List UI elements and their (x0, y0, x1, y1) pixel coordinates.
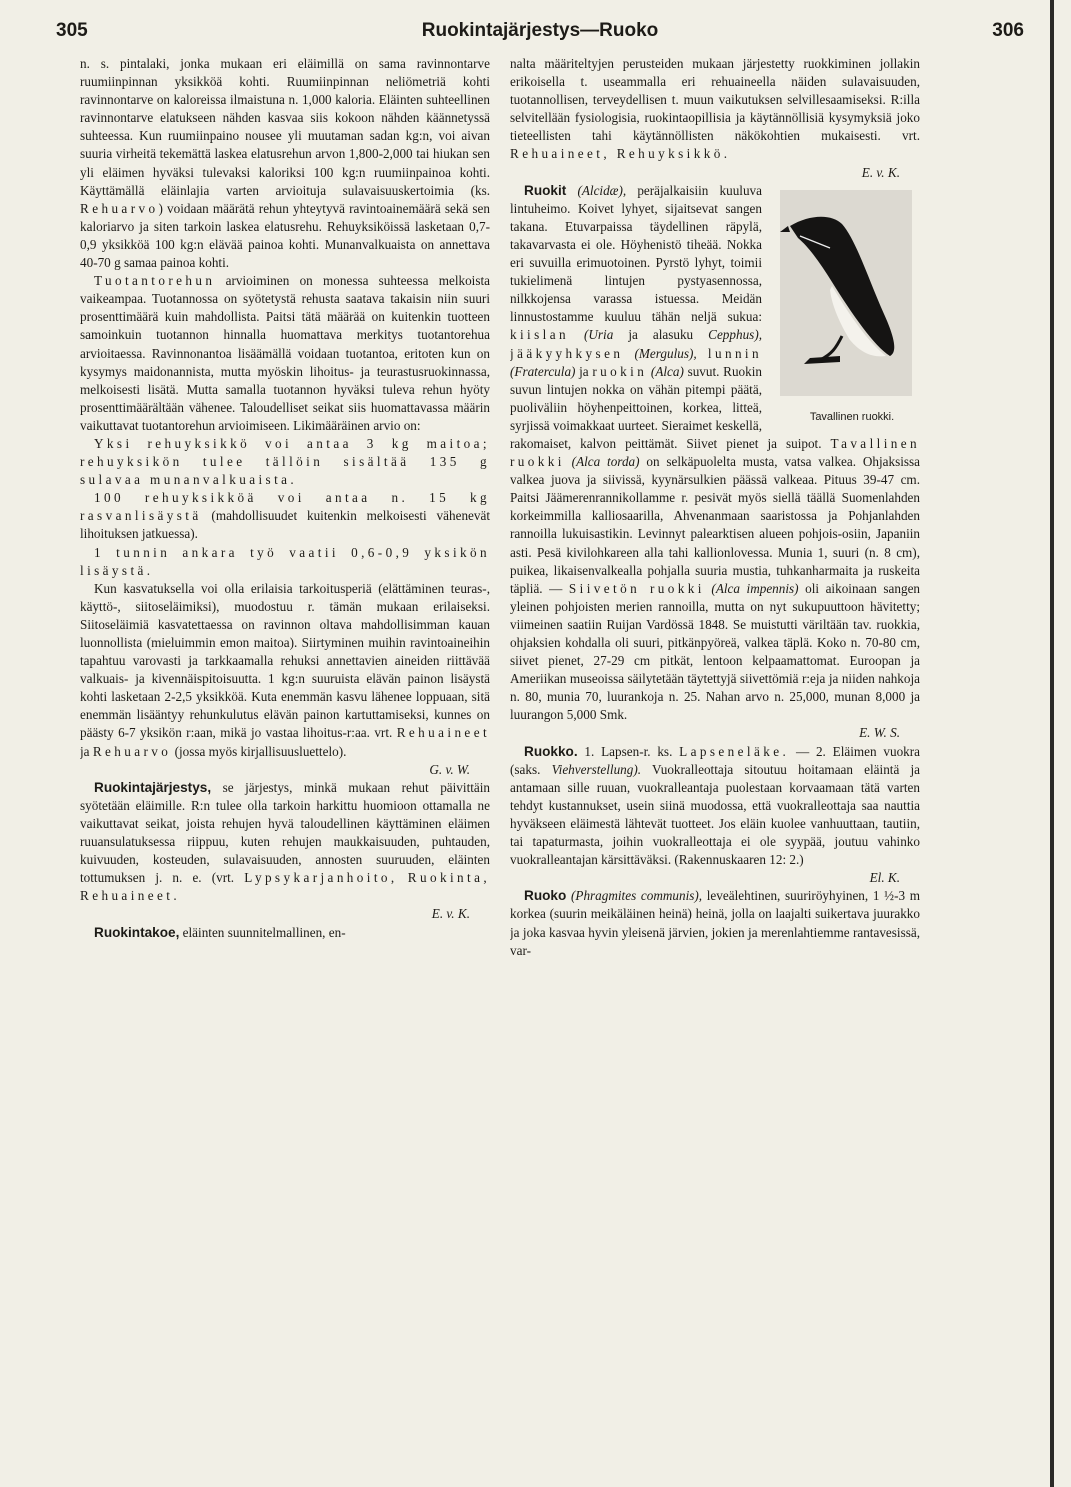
entry-ruoko: Ruoko (Phragmites communis), leveälehtinen, suuriröyhyinen, 1 ½-3 m korkea (suurin meikäläinen heinä) heinä, jolla on laajalti suikertava juurakko ja joka kasvaa hyvin yleisenä järvien, jokien ja merenlahtiemme rantavesissä, var- (510, 888, 920, 958)
right-column (510, 55, 920, 1475)
page-number-left: 305 (56, 20, 88, 41)
headword: Ruokko. (524, 743, 578, 759)
headword: Ruokit (524, 182, 567, 198)
signature: E. W. S. (859, 725, 900, 741)
paragraph: Yksi rehuyksikkö voi antaa 3 kg maitoa; rehuyksikön tulee tällöin sisältää 135 g sulavaa munanvalkuaista. (80, 435, 490, 488)
signature: El. K. (869, 870, 900, 886)
razorbill-illustration (770, 186, 920, 401)
page-header (56, 14, 1024, 44)
page-number-right: 306 (992, 20, 1024, 41)
signature: E. v. K. (431, 906, 470, 922)
paragraph: 100 rehuyksikköä voi antaa n. 15 kg rasvanlisäystä (mahdollisuudet kuitenkin melkoisesti vähenevät lihoituksen jatkuessa). (80, 490, 490, 542)
left-column (80, 55, 490, 1475)
headword: Ruokintakoe, (94, 924, 180, 940)
page-edge-rule (1050, 0, 1054, 1487)
entry-ruokintakoe: Ruokintakoe, eläinten suunnitelmallinen, en- (94, 924, 346, 940)
entry-ruokko: Ruokko. 1. Lapsen-r. ks. Lapseneläke. — 2. Eläimen vuokra (saks. Viehverstellung). Vuokralleottaja sitoutuu hoitamaan eläintä ja antamaan sille ruuan, vuokralleantaja puolestaan korvaamaan tätä varten tehdyt kustannukset, usein siinä muodossa, että vuokralleottaja saa nauttia hyväkseen eläimestä lähtevät tuotteet. Jos eläin kuolee vanhuuttaan, tautiin, tai tapaturmasta, joihin vuokralleottaja ei ole syypää, joutuu vahinko vuokralleantajan kärsittäväksi. (Rakennuskaaren 12: 2.) El. K. (510, 743, 920, 888)
entry-ruokit: Tavallinen ruokki. Ruokit (Alcidæ), peräjalkaisiin kuuluva lintuheimo. Koivet lyhyet, sijaitsevat sangen takana. Etuvarpaissa täydellinen räpylä, takavarvasta ei ole. Höyhenistö tiheää. Nokka eri suvuilla erimuotoinen. Pyrstö lyhyt, toimii tukielimenä lintujen pystyasennossa, nilkkojensa varassa istuessa. Meidän linnustostamme kuuluu tähän neljä sukua: kiislan (Uria ja alasuku Cepphus), jääkyyhkysen (Mergulus), lunnin (Fratercula) ja ruokin (Alca) suvut. Ruokin suvun lintujen nokka on vähän pitempi päätä, puoliväliin höyhenpeittoinen, korkea, litteä, syrjissä voimakkaat uurteet. Sieraimet keskellä, rakomaiset, kalvon peittämät. Siivet pienet ja suipot. Tavallinen ruokki (Alca torda) on selkäpuolelta musta, vatsa valkea. Ohjaksissa valkea juova ja siivissä, kyynärsulkien päässä valkeaa. Pituus 39-47 cm. Paitsi Jäämerenrannikollamme r. pesivät myös siellä täällä Suomenlahden korkeimmilla kalliosaarilla, Ahvenanmaan saaristossa ja Pohjanlahden rannoilla lukuisastikin. Levinnyt palearktisen alueen pohjois-osiin, Japaniin asti. Pesä kivilohkareen alla tahi kallionlovessa. Munia 1, suuri (n. 8 cm), puikea, likaisenvalkealla pohjalla suuria mustia, tuhkanharmaita ja ruskeita täpliä. — Siivetön ruokki (Alca impennis) oli aikoinaan sangen yleinen pohjoisten merien rannoilla, mutta on nyt sukupuuttoon hävitetty; viimeinen saatiin Ruijan Vardössä 1848. Se muistutti väriltään tav. ruokkia, ohjaksien kohdalla oli suuri, pitkänpyöreä, valkea täplä. Koko n. 70-80 cm, siivet pienet, 27-29 cm pitkät, lentoon kelpaamattomat. Euroopan ja Ameriikan museoissa säilytetään täytettyjä siivettömiä r:eja ja niiden nahkoja n. 80, munia 70, luurankoja n. 25. Nahan arvo n. 25,000, munan 8,000 ja luurangon 5,000 Smk. E. W. S. (510, 182, 920, 743)
figure-caption: Tavallinen ruokki. (809, 410, 895, 423)
running-title: Ruokintajärjestys—Ruoko (421, 20, 659, 41)
paragraph: nalta määriteltyjen perusteiden mukaan järjestetty ruokkiminen jollakin erikoisella t. useammalla eri rehuaineella näiden sulavaisuuden, tuotannollisen, terveydellisen t. muun vaikutuksen selvillesaamiseksi. R:illa selvitellään fysiologisia, ruokintaopillisia ja käytännöllisiä kysymyksiä joko tieteellisten tahi käytännöllisten näkökohtien mukaisesti. vrt. Rehuaineet, Rehuyksikkö. E. v. K. (510, 55, 920, 182)
paragraph: 1 tunnin ankara työ vaatii 0,6-0,9 yksikön lisäystä. (80, 544, 490, 578)
headword: Ruoko (524, 888, 567, 904)
paragraph: Kun kasvatuksella voi olla erilaisia tarkoitusperiä (elättäminen teuras-, käyttö-, siitoseläimiksi), muodostuu r. tämän mukaan erilaiseksi. Siitoseläimiä kasvatettaessa on ravinnon oltava mahdollisimman kauan luonnollista (mieluimmin emon maitoa). Siirtyminen muihin ravintoaineihin tapahtuu varovasti ja tarkkaamalla rehuksi annettavien aineiden riittävää valkuais- ja kivennäispitoisuutta. 1 kg:n suuruista elävän painon lisäystä kohti lasketaan 2-2,5 yksikköä. Kuta enemmän kasvu lähenee loppuaan, sitä enemmän lisääntyy rehunkulutus elävän painon kartuttamiseksi, kunnes on päästy 6-7 yksikön r:aan, mikä jo vastaa lihoitus-r:aa. vrt. Rehuaineet ja Rehuarvo (jossa myös kirjallisuusluettelo). G. v. W. (80, 580, 490, 779)
signature: E. v. K. (861, 164, 900, 180)
paragraph: Tuotantorehun arvioiminen on monessa suhteessa melkoista vaikeampaa. Tuotannossa on syötetystä rehusta saatava takaisin niin suuri prosenttimäärä kuin mahdollista. Paitsi tätä määrää on kuitenkin tuotteen samoinkuin tuotannon hinnalla huomattava merkitys tuotantorehua arvioitaessa. Ravinnonantoa lisäämällä voidaan tuotantoa, eritoten kun on kysymys maidonannista, mutta myöskin lihoitus- ja teurastusruokinnassa, melkoisesti lisätä. Mutta samalla tuotannon hyväksi tuleva rehun hyöty prosenttimäärältään vähenee. Taloudelliset seikat siis huomattavassa määrin vaikuttavat tuotantorehun arvioimiseen. Likimääräinen arvio on: (80, 273, 490, 433)
figure-razorbill (770, 186, 920, 426)
paragraph: n. s. pintalaki, jonka mukaan eri eläimillä on sama ravinnontarve ruumiinpinnan yksikköä kohti. Ruumiinpinnan neliömetriä kohti ravinnontarve on kaloreissa ilmaistuna n. 1,000 kaloria. Eläinten suhteellinen ravinnontarve elatukseen nähden kasvaa siis kokoon nähden käännetyssä suhteessa. Kun ruumiinpaino nousee yli muutaman sadan kg:n, voi aivan suuria virheitä tekemättä laskea elatusrehun arvon 1,800-2,000 tai hiukan sen yli eläimen hyväksi tulevaksi kaloriksi 100 kg:n ruumiinpainoa kohti. Käyttämällä eläinlajia varten arvioituja sulavaisuuskertoimia (ks. Rehuarvo) voidaan määrätä rehun yhteytyvä ravintoainemäärä sekä sen kaloriarvo ja siten tarkoin laskea elatusrehu. Rehuyksiköissä lasketaan 0,7-0,9 yksikköä 100 kg:n elävää painoa kohti. Munanvalkuaista on annettava 40-70 g samaa painoa kohti. (80, 56, 490, 271)
entry-ruokintajarjestys: Ruokintajärjestys, se järjestys, minkä mukaan rehut päivittäin syötetään eläimille. R:n tulee olla tarkoin harkittu huomioon ottamalla ne vaikuttavat seikat, joista rehujen hyvä taloudellinen käyttäminen eläimen ruuansulatuksessa riippuu, kuten rehujen maukkaisuuden, puhtauden, kuivuuden, kosteuden, sulavaisuuden, annosten suuruuden, eläinten tottumuksen j. n. e. (vrt. Lypsykarjanhoito, Ruokinta, Rehuaineet. E. v. K. (80, 779, 490, 924)
signature: G. v. W. (429, 761, 470, 777)
headword: Ruokintajärjestys, (94, 779, 212, 795)
